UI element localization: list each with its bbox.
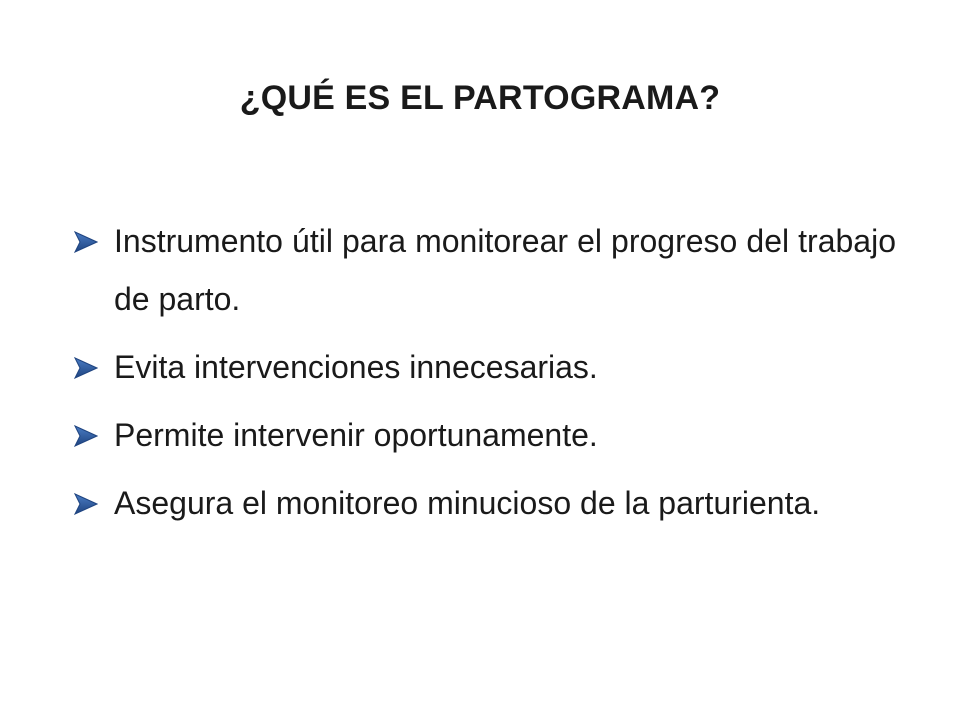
arrowhead-bullet-icon: [74, 231, 98, 253]
bullet-text: Permite intervenir oportunamente.: [114, 417, 598, 453]
arrowhead-bullet-icon: [74, 425, 98, 447]
bullet-item: [74, 406, 896, 464]
slide-title: ¿QUÉ ES EL PARTOGRAMA?: [239, 79, 721, 117]
bullet-item: [74, 212, 896, 328]
arrowhead-bullet-icon: [74, 357, 98, 379]
bullet-item: [74, 338, 896, 396]
bullet-item: [74, 474, 896, 532]
arrowhead-bullet-icon: [74, 493, 98, 515]
bullet-text: Instrumento útil para monitorear el progreso del trabajo de parto.: [114, 223, 896, 317]
bullet-text: Asegura el monitoreo minucioso de la parturienta.: [114, 485, 821, 521]
bullet-list: [74, 212, 896, 542]
bullet-text: Evita intervenciones innecesarias.: [114, 349, 598, 385]
